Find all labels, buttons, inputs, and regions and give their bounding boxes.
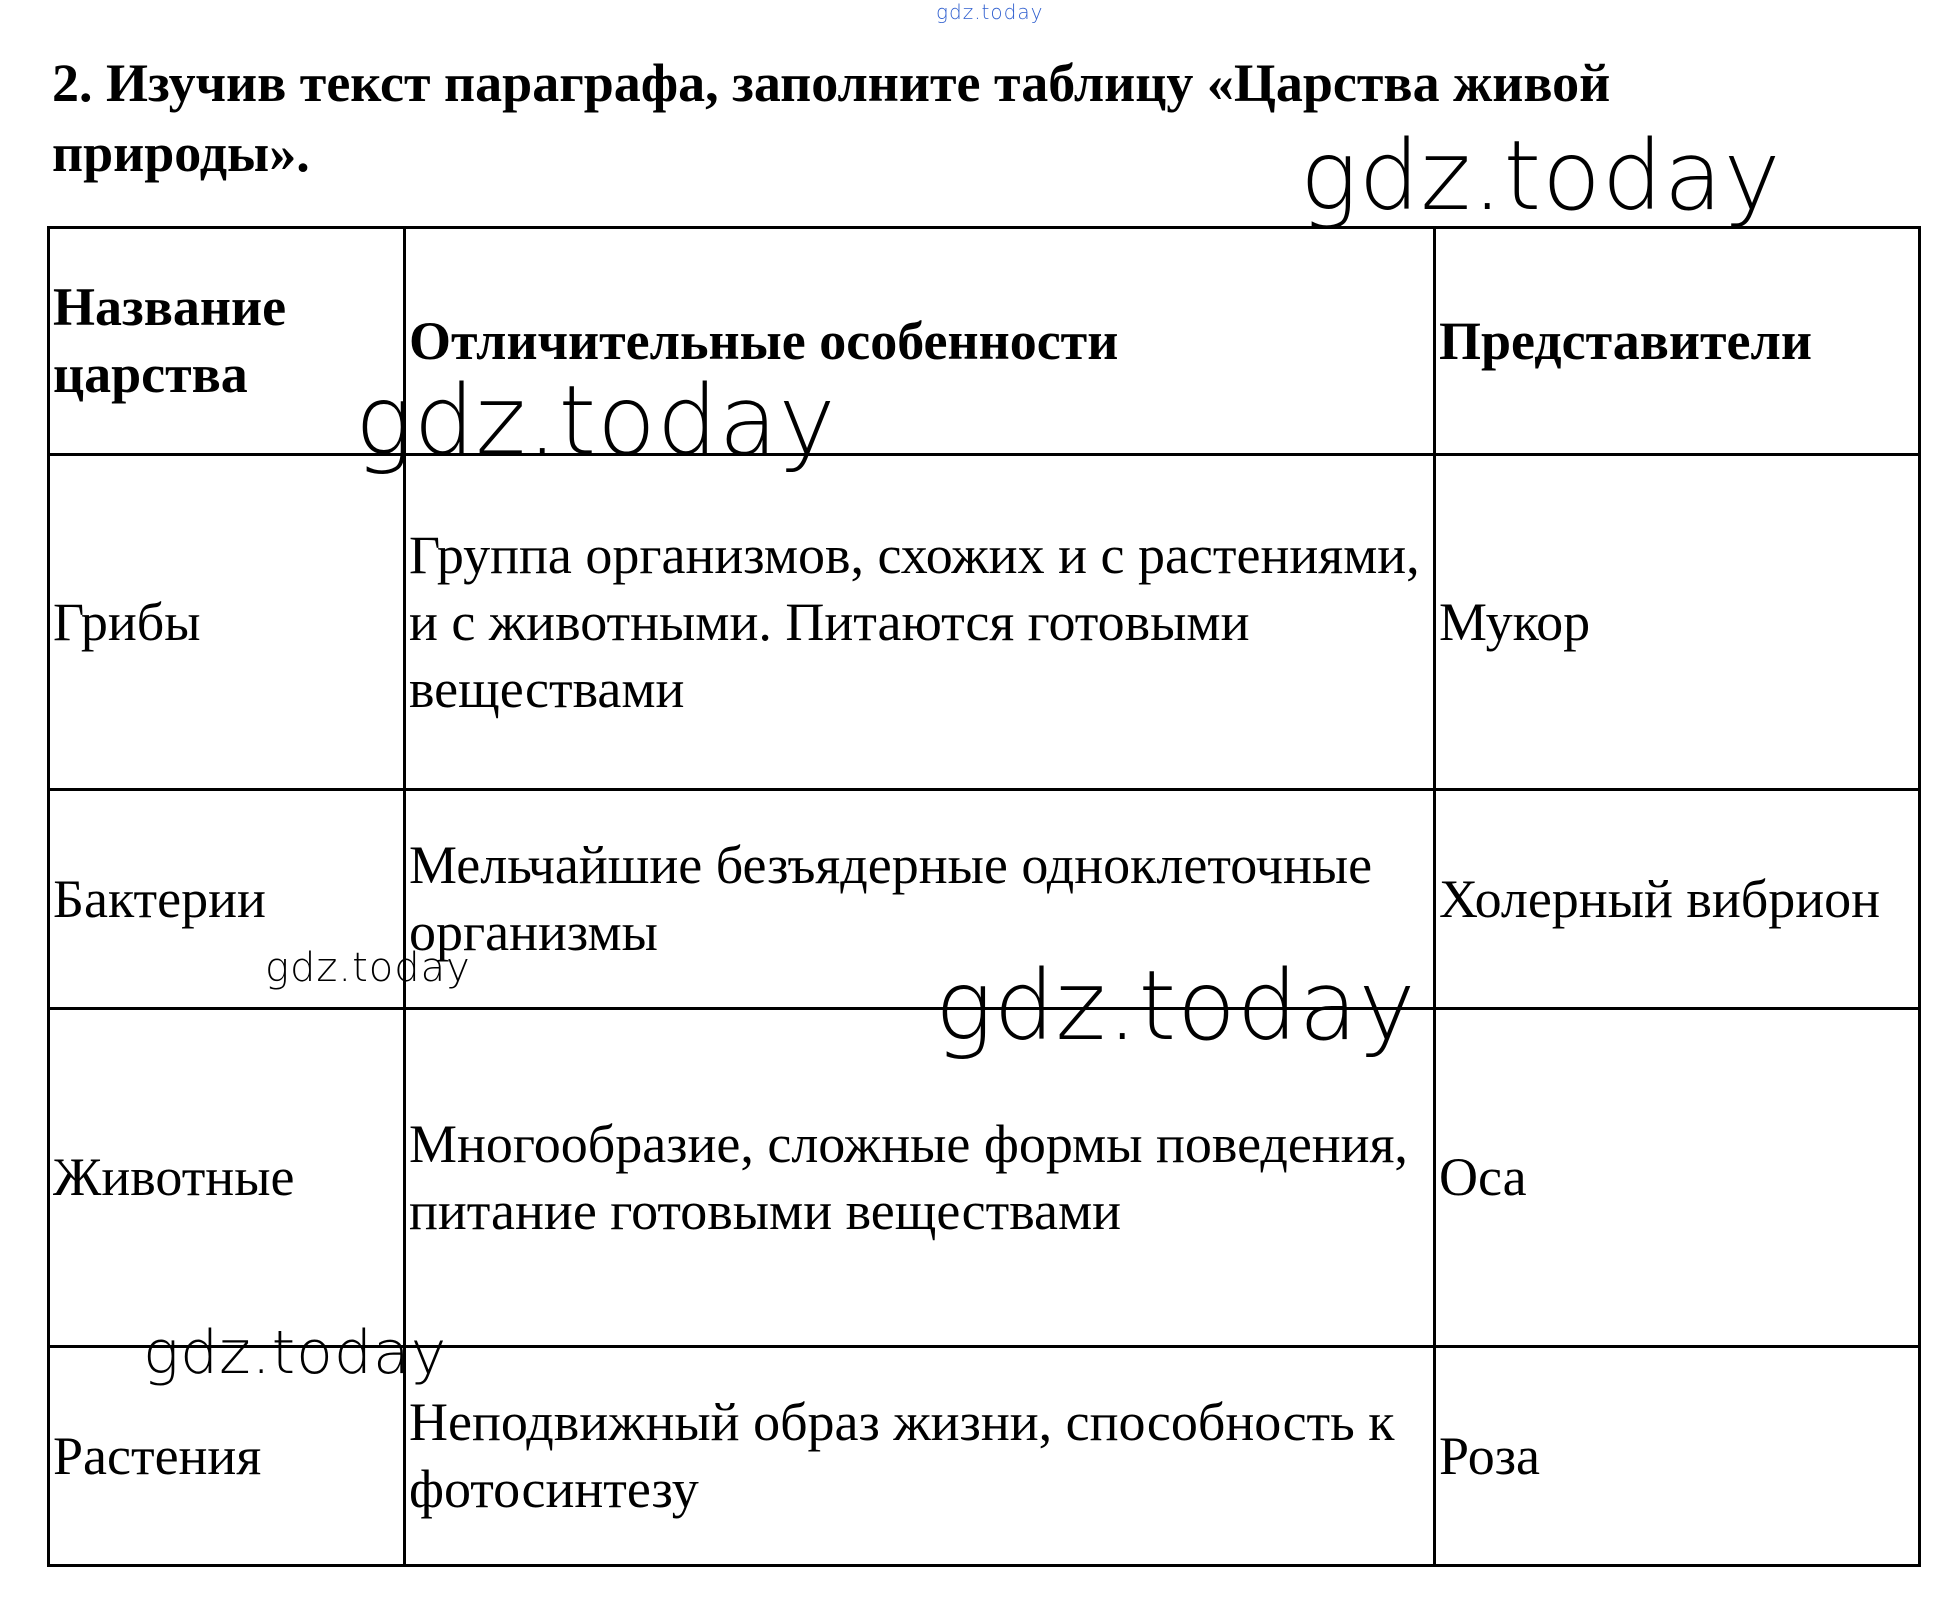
- task-title: 2. Изучив текст параграфа, заполните таблицу «Царства живой природы».: [52, 53, 1611, 183]
- cell-kingdom-name: Растения: [49, 1347, 405, 1566]
- cell-representatives: Роза: [1435, 1347, 1920, 1566]
- table-row: [49, 790, 1920, 1009]
- table-header-row: [49, 228, 1920, 455]
- cell-representatives: Оса: [1435, 1009, 1920, 1347]
- cell-features: Неподвижный образ жизни, способность к фотосинтезу: [405, 1347, 1435, 1566]
- watermark-top: gdz.today: [936, 0, 1044, 24]
- watermark: gdz.today: [1300, 120, 1782, 232]
- cell-features: Многообразие, сложные формы поведения, питание готовыми веществами: [405, 1009, 1435, 1347]
- kingdoms-table: [47, 226, 1921, 1567]
- cell-kingdom-name: Грибы: [49, 455, 405, 790]
- cell-representatives: Холерный вибрион: [1435, 790, 1920, 1009]
- header-representatives: Представители: [1435, 228, 1920, 455]
- cell-features: Мельчайшие безъядерные одноклеточные организмы: [405, 790, 1435, 1009]
- table-row: [49, 455, 1920, 790]
- watermark: gdz.today: [265, 945, 471, 991]
- cell-features: Группа организмов, схожих и с растениями, и с животными. Питаются готовыми веществами: [405, 455, 1435, 790]
- cell-kingdom-name: Бактерии: [49, 790, 405, 1009]
- watermark: gdz.today: [143, 1318, 448, 1388]
- header-kingdom-name: Название царства: [49, 228, 405, 455]
- watermark: gdz.today: [355, 365, 837, 477]
- cell-representatives: Мукор: [1435, 455, 1920, 790]
- cell-kingdom-name: Животные: [49, 1009, 405, 1347]
- watermark: gdz.today: [935, 950, 1417, 1062]
- table-row: [49, 1009, 1920, 1347]
- table-row: [49, 1347, 1920, 1566]
- header-features: Отличительные особенности: [405, 228, 1435, 455]
